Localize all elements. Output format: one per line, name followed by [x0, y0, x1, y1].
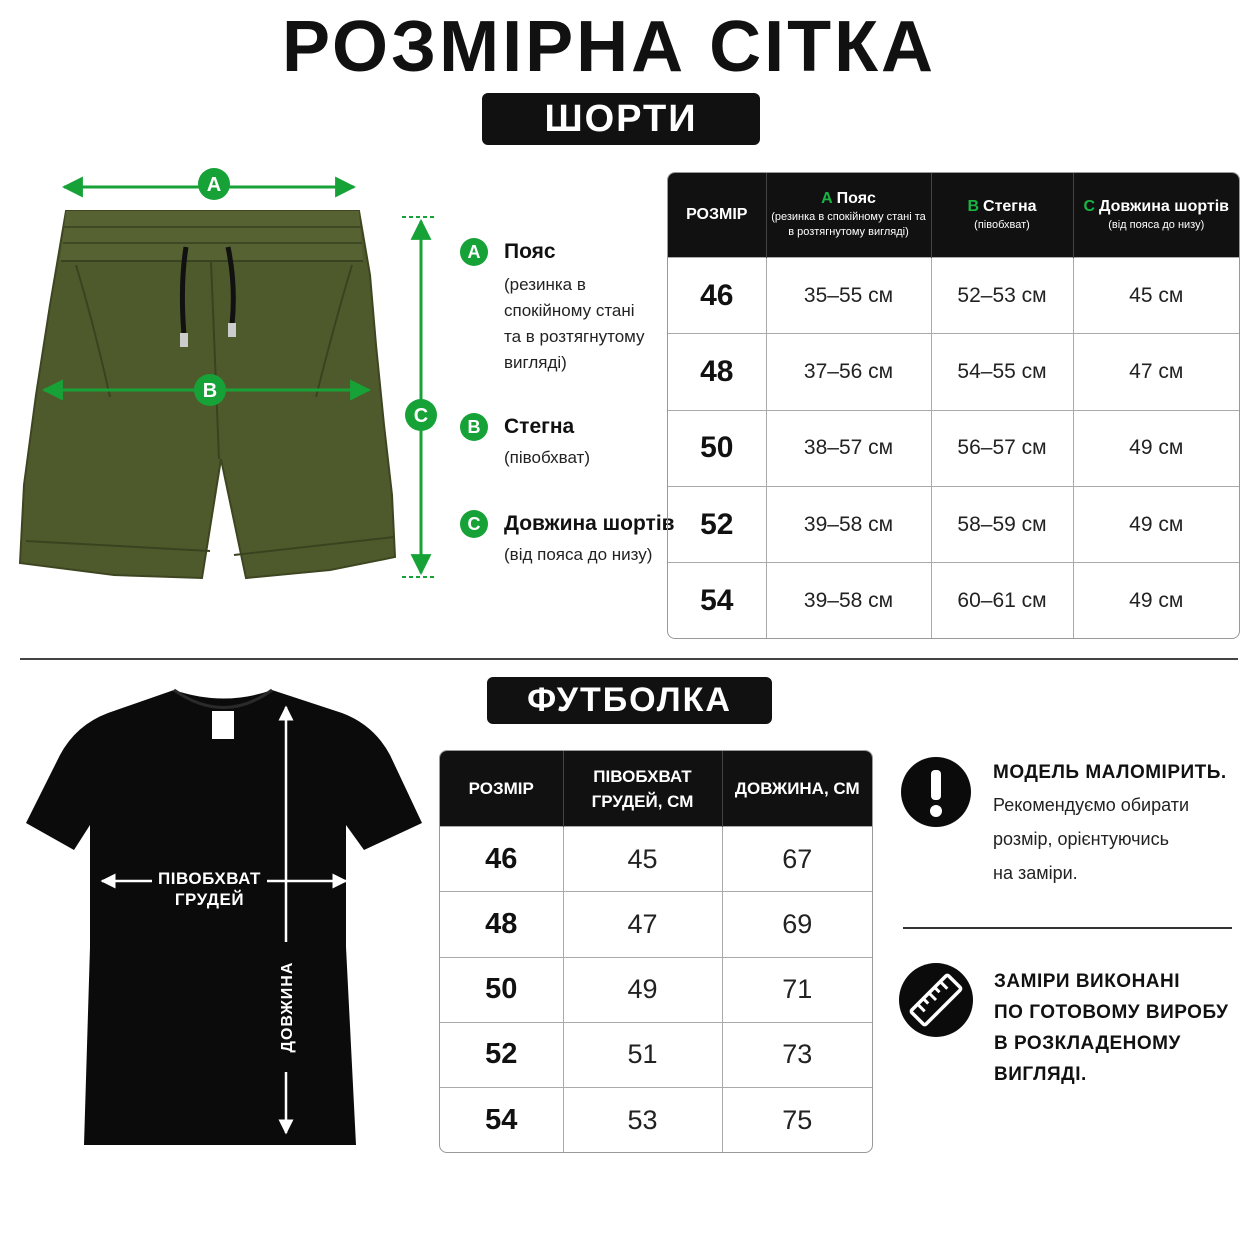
- shorts-letter-a: A: [206, 174, 222, 196]
- waist-cell: 35–55 см: [766, 258, 931, 334]
- waist-cell: 39–58 см: [766, 563, 931, 638]
- header-chest: ПІВОБХВАТ ГРУДЕЙ, СМ: [563, 751, 722, 827]
- table-row: [440, 957, 872, 1022]
- size-cell: 54: [668, 563, 766, 638]
- chest-cell: 47: [563, 892, 722, 957]
- waist-cell: 37–56 см: [766, 334, 931, 410]
- chest-cell: 51: [563, 1022, 722, 1087]
- table-row: [440, 1088, 872, 1152]
- length-cell: 75: [722, 1088, 872, 1152]
- table-row: [668, 563, 1239, 638]
- size-cell: 50: [440, 957, 563, 1022]
- legend-line: (резинка в: [504, 275, 586, 294]
- length-cell: 49 см: [1073, 410, 1239, 486]
- table-row: [668, 486, 1239, 562]
- table-row: [440, 1022, 872, 1087]
- shorts-letter-b: B: [202, 380, 218, 402]
- length-cell: 47 см: [1073, 334, 1239, 410]
- page-title: РОЗМІРНА СІТКА: [281, 7, 937, 87]
- ruler-icon: [898, 962, 974, 1038]
- shorts-section-label: ШОРТИ: [482, 93, 760, 145]
- note-line: Рекомендуємо обирати: [993, 795, 1190, 815]
- length-cell: 49 см: [1073, 486, 1239, 562]
- length-cell: 49 см: [1073, 563, 1239, 638]
- shorts-letter-c: C: [413, 405, 429, 427]
- shorts-size-table: [667, 172, 1240, 639]
- legend-length: [460, 510, 675, 568]
- legend-title: Довжина шортів: [504, 512, 675, 535]
- chest-cell: 49: [563, 957, 722, 1022]
- legend-hips: [460, 413, 665, 471]
- hips-cell: 58–59 см: [931, 486, 1073, 562]
- size-cell: 46: [440, 827, 563, 892]
- tshirt-size-table: [439, 750, 873, 1153]
- waist-cell: 38–57 см: [766, 410, 931, 486]
- note-heading: ЗАМІРИ ВИКОНАНІ: [994, 971, 1181, 992]
- legend-line: та в розтягнутому: [504, 327, 645, 346]
- size-cell: 52: [668, 486, 766, 562]
- legend-waist: [460, 238, 665, 376]
- header-length: C Довжина шортів (від пояса до низу): [1073, 173, 1239, 258]
- size-cell: 54: [440, 1088, 563, 1152]
- size-cell: 50: [668, 410, 766, 486]
- notes-divider: [903, 927, 1232, 929]
- tshirt-section-label: ФУТБОЛКА: [487, 677, 772, 724]
- hips-cell: 56–57 см: [931, 410, 1073, 486]
- note-heading: ВИГЛЯДІ.: [994, 1064, 1087, 1085]
- chest-label: ПІВОБХВАТ ГРУДЕЙ: [152, 868, 267, 910]
- legend-line: (півобхват): [504, 448, 590, 467]
- note-heading: ПО ГОТОВОМУ ВИРОБУ: [994, 1002, 1229, 1023]
- hips-cell: 54–55 см: [931, 334, 1073, 410]
- legend-line: вигляді): [504, 353, 567, 372]
- waist-cell: 39–58 см: [766, 486, 931, 562]
- header-size: РОЗМІР: [440, 751, 563, 827]
- tshirt-illustration: [24, 685, 429, 1155]
- table-row: [668, 410, 1239, 486]
- size-cell: 48: [668, 334, 766, 410]
- note-heading: В РОЗКЛАДЕНОМУ: [994, 1033, 1181, 1054]
- legend-letter: B: [460, 413, 488, 441]
- note-line: розмір, орієнтуючись: [993, 829, 1169, 849]
- size-cell: 48: [440, 892, 563, 957]
- length-cell: 45 см: [1073, 258, 1239, 334]
- chest-cell: 53: [563, 1088, 722, 1152]
- size-cell: 52: [440, 1022, 563, 1087]
- note-heading: МОДЕЛЬ МАЛОМІРИТЬ.: [993, 762, 1227, 783]
- table-row: [668, 334, 1239, 410]
- header-hips: B Стегна (півобхват): [931, 173, 1073, 258]
- note-line: на заміри.: [993, 863, 1078, 883]
- table-row: [440, 827, 872, 892]
- note-sizing: [993, 762, 1243, 890]
- length-cell: 71: [722, 957, 872, 1022]
- hips-cell: 52–53 см: [931, 258, 1073, 334]
- hips-cell: 60–61 см: [931, 563, 1073, 638]
- legend-title: Стегна: [504, 415, 575, 438]
- header-size: РОЗМІР: [668, 173, 766, 258]
- length-label: ДОВЖИНА: [276, 942, 300, 1072]
- shorts-illustration: [14, 165, 454, 595]
- length-cell: 69: [722, 892, 872, 957]
- header-waist: A Пояс (резинка в спокійному стані та в розтягнутому вигляді): [766, 173, 931, 258]
- exclamation-icon: [900, 756, 972, 828]
- legend-line: (від пояса до низу): [504, 545, 653, 564]
- legend-title: Пояс: [504, 240, 556, 263]
- note-measurements: [994, 966, 1244, 1090]
- table-row: [668, 258, 1239, 334]
- legend-letter: C: [460, 510, 488, 538]
- header-length: ДОВЖИНА, СМ: [722, 751, 872, 827]
- table-row: [440, 892, 872, 957]
- length-cell: 67: [722, 827, 872, 892]
- legend-line: спокійному стані: [504, 301, 635, 320]
- legend-letter: A: [460, 238, 488, 266]
- chest-cell: 45: [563, 827, 722, 892]
- size-cell: 46: [668, 258, 766, 334]
- length-cell: 73: [722, 1022, 872, 1087]
- section-divider: [20, 658, 1238, 660]
